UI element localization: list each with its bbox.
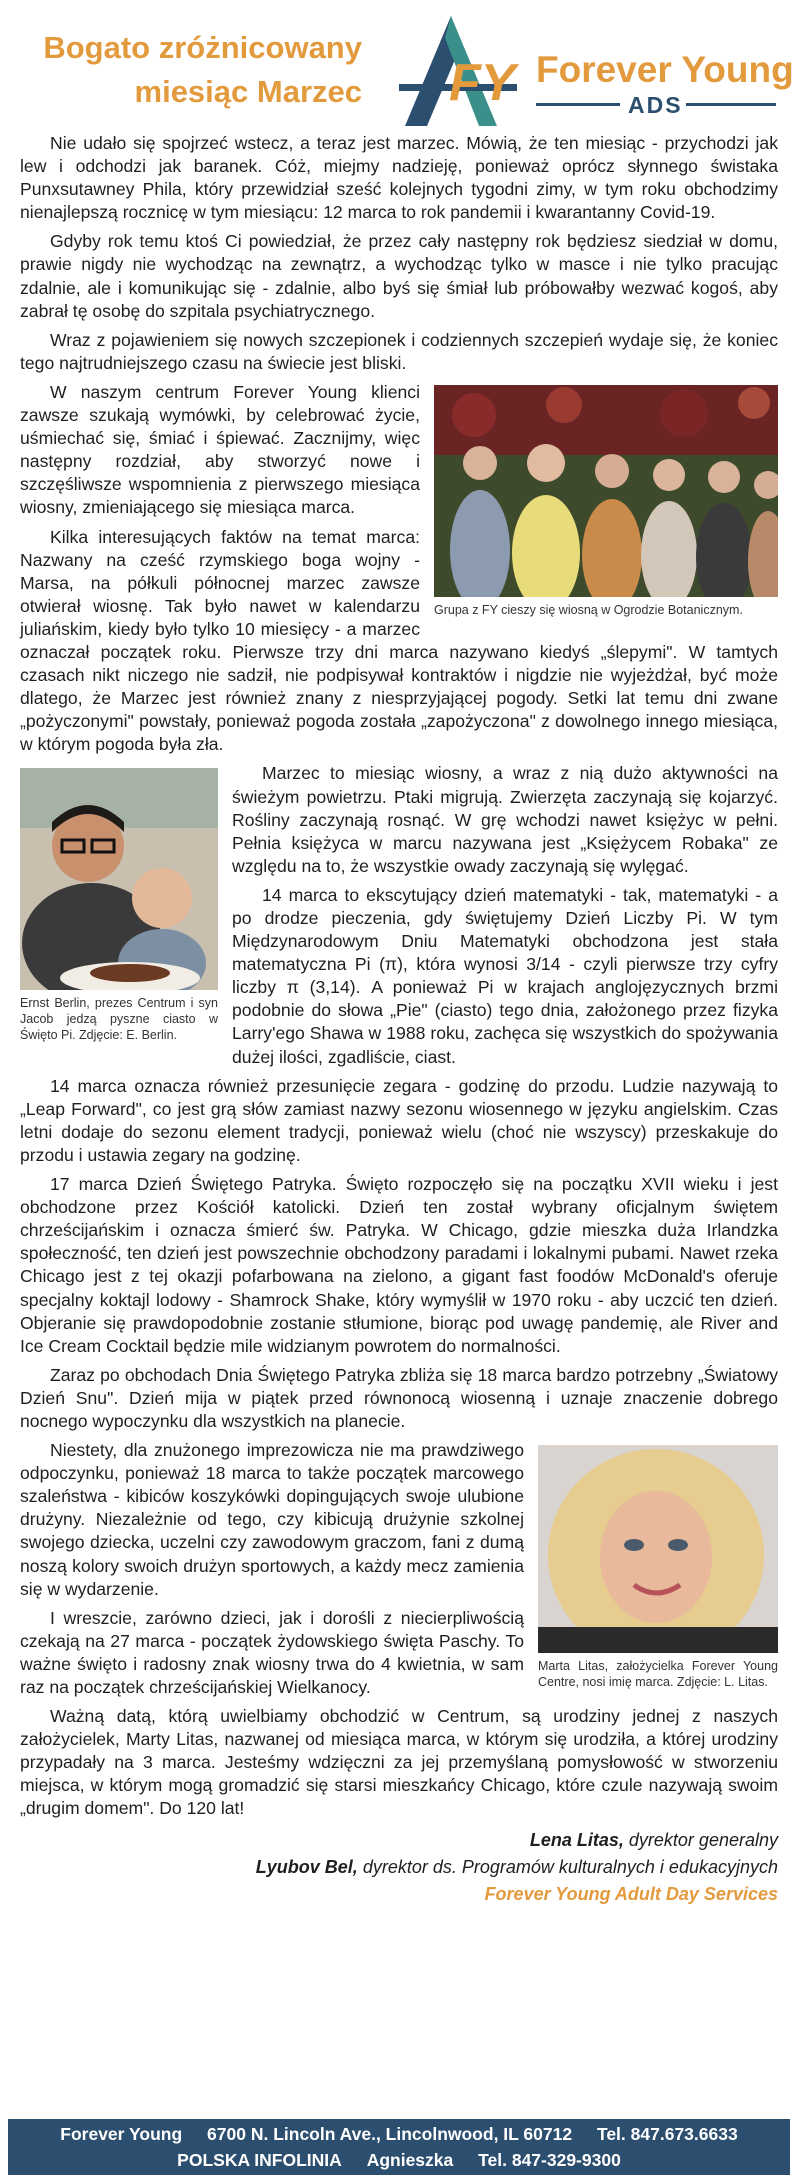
ernst-photo bbox=[20, 768, 218, 990]
photo-caption: Marta Litas, założycielka Forever Young Centre, nosi imię marca. Zdjęcie: L. Litas. bbox=[538, 1659, 778, 1690]
signature-line: Lyubov Bel, dyrektor ds. Programów kulturalnych i edukacyjnych bbox=[255, 1856, 778, 1877]
logo-rule-right bbox=[686, 103, 776, 106]
page-title: Bogato zróżnicowany miesiąc Marzec bbox=[43, 30, 362, 109]
footer-line-2: POLSKA INFOLINIA Agnieszka Tel. 847-329-9300 bbox=[177, 2150, 621, 2170]
signatures bbox=[20, 1827, 778, 1908]
marta-photo bbox=[538, 1445, 778, 1653]
logo-name: Forever Young bbox=[536, 49, 794, 90]
paragraph: 14 marca to ekscytujący dzień matematyki - tak, matematyki - a po drodze pieczenia, gdy świętujemy Dzień Liczby Pi. W tym Międzynarodowym Dniu Matematyki obchodzona jest stała matematyczna Pi (π), która wynosi 3/14 - czyli pierwsze trzy cyfry liczby π (3,14). A ponieważ Pi w krajach anglojęzycznych brzmi podobnie do słowa „Pie" (ciasto) tego dnia, założonego przez fizyka Larry'ego Shawa w 1988 roku, zachęca się wszystkich do spożywania dużej ilości, zgadliście, ciast. bbox=[232, 884, 778, 1067]
paragraph: 17 marca Dzień Świętego Patryka. Święto rozpoczęło się na początku XVII wieku i jest obchodzone przez Kościół katolicki. Dzień ten został wybrany oficjalnym świętem chrześcijańskim i oznacza śmierć św. Patryka. W Chicago, gdzie mieszka duża Irlandzka społeczność, ten dzień jest powszechnie obchodzony paradami i lokalnymi pubami. Nawet rzeka Chicago jest z tej okazji pofarbowana na zielono, a gigant fast foodów McDonald's oferuje specjalny koktajl lodowy - Shamrock Shake, który wymyślił w 1970 roku - aby uczcić ten dzień. Objeranie się prawdopodobnie zostanie stłumione, biorąc pod uwagę pandemię, ale River and Ice Cream Cocktail będzie mile widzianym powrotem do normalności. bbox=[20, 1174, 778, 1356]
paragraph: Niestety, dla znużonego imprezowicza nie ma prawdziwego odpoczynku, ponieważ 18 marca to także początek marcowego szaleństwa - kibiców koszykówki dopingujących swoje ulubione drużyny. Niezależnie od tego, czy kibicują drużynie szkolnej swojego dziecka, uczelni czy zawodowym graczom, fani z dumą noszą kolory swoich drużyn sportowych, a każdy mecz zamienia się w wydarzenie. bbox=[20, 1440, 524, 1599]
signature-line: Lena Litas, dyrektor generalny bbox=[529, 1829, 778, 1850]
paragraph: Kilka interesujących faktów na temat marca: Nazwany na cześć rzymskiego boga wojny - Marsa, na półkuli północnej marzec zawsze otwierał wiosnę. Tak było nawet w kalendarzu juliańskim, kiedy było tylko 10 miesięcy - a marzec oznaczał początek roku. Pierwsze trzy dni marca nazywano kiedyś „ślepymi". W tamtych czasach nikt niczego nie sadził, nie podpisywał kontraktów i nigdzie nie wyjeżdżał, być może dlatego, że Marzec jest również znany z niesprzyjającej pogody. Setki lat temu dni zwane „pożyczonymi" powstały, ponieważ pogoda została „zapożyczona" z dowolnego innego miesiąca, w którym pogoda była zła. bbox=[20, 526, 778, 755]
phone: Tel. 847.673.6633 bbox=[596, 2124, 738, 2144]
forever-young-logo-icon bbox=[393, 14, 523, 132]
paragraph: Zaraz po obchodach Dnia Świętego Patryka zbliża się 18 marca bardzo potrzebny „Światowy Dzień Snu". Dzień mija w piątek przed równonocą wiosenną i uznaje znaczenie dobrego nocnego wypoczynku dla wszystkich na planecie. bbox=[20, 1364, 778, 1431]
paragraph: W naszym centrum Forever Young klienci zawsze szukają wymówki, by celebrować życie, uśmiechać się, śmiać i śpiewać. Zacznijmy, więc następny rozdział, aby stworzyć nowe i szczęśliwsze wspomnienia z pierwszego miesiąca wiosny, zmieniającego się miesiąca marca. bbox=[20, 381, 420, 518]
article-body bbox=[20, 132, 778, 1908]
address: 6700 N. Lincoln Ave., Lincolnwood, IL 60712 bbox=[207, 2124, 573, 2144]
paragraph: Wraz z pojawieniem się nowych szczepionek i codziennych szczepień wydaje się, że koniec tego najtrudniejszego czasu na świecie jest bliski. bbox=[20, 329, 778, 373]
contact-footer bbox=[8, 2119, 790, 2175]
paragraph: Marzec to miesiąc wiosny, a wraz z nią dużo aktywności na świeżym powietrzu. Ptaki migrują. Zwierzęta zaczynają się kojarzyć. Rośliny zaczynają rosnąć. W grę wchodzi nawet księżyc w pełni. Pełnia księżyca w marcu nazywana jest „Księżycem Robaka" ze względu na to, że wszystkie owady zaczynają się wylęgać. bbox=[232, 763, 778, 876]
marta-photo-figure bbox=[538, 1445, 778, 1690]
paragraph: I wreszcie, zarówno dzieci, jak i dorośli z niecierpliwością czekają na 27 marca - początek żydowskiego święta Paschy. To ważne święto i radosny znak wiosny trwa do 4 kwietnia, w sam raz na początek chrześcijańskiej Wielkanocy. bbox=[20, 1607, 524, 1697]
footer-line-1: Forever Young 6700 N. Lincoln Ave., Lincolnwood, IL 60712 Tel. 847.673.6633 bbox=[60, 2124, 738, 2144]
paragraph: Gdyby rok temu ktoś Ci powiedział, że przez cały następny rok będziesz siedział w domu, prawie nigdy nie wychodząc na zewnątrz, a wychodząc tylko w masce i nie tylko pracując zdalnie, ale i komunikując się - zdalnie, albo byś się śmiał lub próbowałby wezwać kogoś, aby zabrał tę osobę do szpitala psychiatrycznego. bbox=[20, 231, 778, 321]
paragraph: Nie udało się spojrzeć wstecz, a teraz jest marzec. Mówią, że ten miesiąc - przychodzi jak lew i odchodzi jak baranek. Cóż, miejmy nadzieję, ponieważ oprócz słynnego świstaka Punxsutawney Phila, który przewidział sześć kolejnych tygodni zimy, w tym roku obchodzimy nienajlepszą rocznicę w tym miesiącu: 12 marca to rok pandemii i kwarantanny Covid-19. bbox=[20, 133, 778, 223]
logo-monogram: FY bbox=[449, 54, 516, 112]
logo-sub: ADS bbox=[628, 92, 683, 118]
newsletter-header bbox=[0, 0, 798, 130]
paragraph: 14 marca oznacza również przesunięcie zegara - godzinę do przodu. Ludzie nazywają to „Leap Forward", co jest grą słów zamiast nazwy sezonu wiosennego w języku angielskim. Czas letni dodaje do sezonu element tradycji, ponieważ wielu (choć nie wszyscy) przeskakuje do przodu i ustawia zegary na godzinę. bbox=[20, 1075, 778, 1165]
logo-rule-left bbox=[536, 103, 620, 106]
infoline-phone: Tel. 847-329-9300 bbox=[478, 2150, 621, 2170]
photo-caption: Grupa z FY cieszy się wiosną w Ogrodzie Botanicznym. bbox=[434, 602, 743, 617]
ernst-photo-figure bbox=[20, 768, 218, 1043]
photo-caption: Ernst Berlin, prezes Centrum i syn Jacob jedzą pyszne ciasto w Święto Pi. Zdjęcie: E. Berlin. bbox=[20, 996, 218, 1043]
organization-name: Forever Young Adult Day Services bbox=[484, 1883, 778, 1904]
group-photo-figure bbox=[434, 385, 778, 618]
paragraph: Ważną datą, którą uwielbiamy obchodzić w Centrum, są urodziny jednej z naszych założycielek, Marty Litas, nazwanej od miesiąca marca, w którym się urodziła, a której urodziny przypadały na 3 marca. Jesteśmy wdzięczni za jej przemyślaną pomysłowość w stworzeniu miejsca, w którym mogą gromadzić się starsi mieszkańcy Chicago, które czule nazywają swoim „drugim domem". Do 120 lat! bbox=[20, 1706, 778, 1819]
group-photo bbox=[434, 385, 778, 597]
